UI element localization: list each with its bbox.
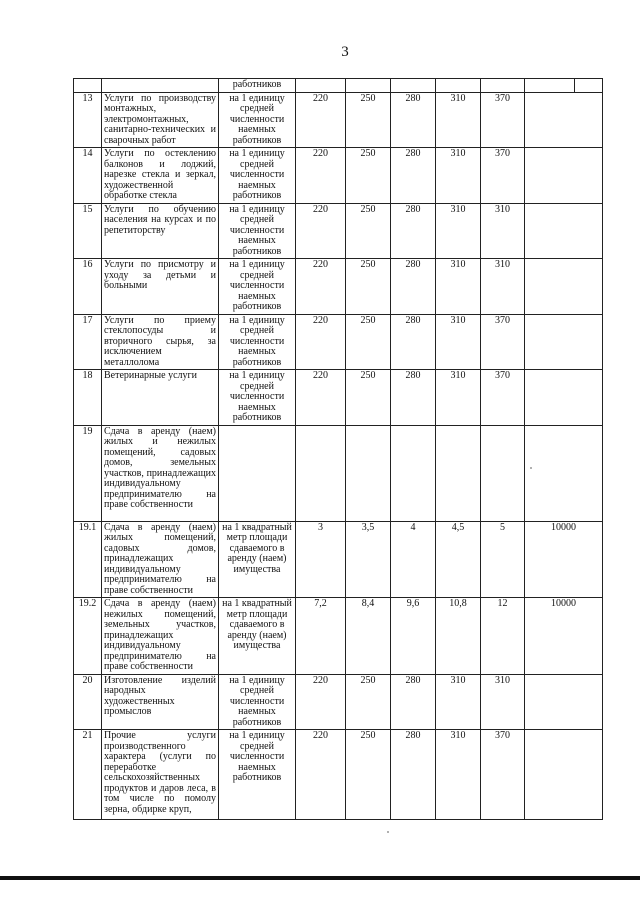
value-cell: [436, 425, 481, 521]
value-cell: 7,2: [296, 598, 346, 675]
value-cell: 280: [391, 259, 436, 315]
value-cell: 12: [481, 598, 525, 675]
value-cell: 3,5: [346, 521, 391, 598]
row-number-cell: [74, 79, 102, 93]
value-cell: 310: [436, 370, 481, 426]
value-cell: 220: [296, 314, 346, 370]
value-cell: [346, 79, 391, 93]
value-cell: [391, 425, 436, 521]
value-cell: 370: [481, 92, 525, 148]
row-number-cell: 21: [74, 730, 102, 820]
row-number-cell: 19.2: [74, 598, 102, 675]
value-cell: 310: [436, 314, 481, 370]
table-row: [74, 203, 603, 259]
value-cell: 250: [346, 92, 391, 148]
value-cell: 370: [481, 314, 525, 370]
value-cell: [296, 425, 346, 521]
unit-cell: на 1 единицу средней численности наемных работников: [219, 203, 296, 259]
table-row: [74, 314, 603, 370]
value-cell: 4,5: [436, 521, 481, 598]
table-row: [74, 425, 603, 521]
unit-cell: на 1 единицу средней численности наемных работников: [219, 259, 296, 315]
value-cell: [525, 370, 603, 426]
value-cell: 250: [346, 314, 391, 370]
value-cell: [575, 79, 603, 93]
value-cell: 10000: [525, 598, 603, 675]
value-cell: 4: [391, 521, 436, 598]
value-cell: 5: [481, 521, 525, 598]
value-cell: 310: [436, 203, 481, 259]
value-cell: 280: [391, 314, 436, 370]
value-cell: [525, 92, 603, 148]
row-number-cell: 19: [74, 425, 102, 521]
value-cell: 220: [296, 259, 346, 315]
value-cell: 220: [296, 730, 346, 820]
value-cell: 310: [481, 674, 525, 730]
table-row: [74, 730, 603, 820]
description-cell: Сдача в аренду (наем) жилых помещений, садовых домов, принадлежащих индивидуальному предпринимателю на праве собственности: [102, 521, 219, 598]
value-cell: [296, 79, 346, 93]
value-cell: 250: [346, 259, 391, 315]
value-cell: [436, 79, 481, 93]
row-number-cell: 14: [74, 148, 102, 204]
description-cell: Услуги по производству монтажных, электромонтажных, санитарно-технических и сварочных работ: [102, 92, 219, 148]
row-number-cell: 20: [74, 674, 102, 730]
table-row: [74, 598, 603, 675]
row-number-cell: 18: [74, 370, 102, 426]
unit-cell: на 1 единицу средней численности наемных работников: [219, 730, 296, 820]
description-cell: Изготовление изделий народных художественных промыслов: [102, 674, 219, 730]
table-row: [74, 370, 603, 426]
value-cell: 10000: [525, 521, 603, 598]
unit-cell: на 1 единицу средней численности наемных работников: [219, 314, 296, 370]
row-number-cell: 16: [74, 259, 102, 315]
value-cell: 280: [391, 730, 436, 820]
value-cell: 310: [481, 259, 525, 315]
value-cell: [525, 674, 603, 730]
table-row: [74, 674, 603, 730]
scan-edge-rule: [0, 876, 640, 880]
value-cell: [481, 79, 525, 93]
value-cell: 310: [436, 92, 481, 148]
value-cell: 9,6: [391, 598, 436, 675]
description-cell: Услуги по присмотру и уходу за детьми и больными: [102, 259, 219, 315]
table-row: [74, 259, 603, 315]
value-cell: [481, 425, 525, 521]
row-number-cell: 13: [74, 92, 102, 148]
scan-speck: [387, 831, 389, 833]
value-cell: [525, 79, 575, 93]
value-cell: 310: [436, 148, 481, 204]
value-cell: [391, 79, 436, 93]
table-row: [74, 79, 603, 93]
description-cell: Услуги по остеклению балконов и лоджий, нарезке стекла и зеркал, художественной обработке стекла: [102, 148, 219, 204]
value-cell: [525, 314, 603, 370]
description-cell: Прочие услуги производственного характера (услуги по переработке сельскохозяйственных продуктов и даров леса, в том числе по помолу зерна, обдирке круп,: [102, 730, 219, 820]
value-cell: 280: [391, 148, 436, 204]
value-cell: [525, 259, 603, 315]
value-cell: [525, 203, 603, 259]
value-cell: 250: [346, 203, 391, 259]
scan-speck: [530, 467, 532, 469]
value-cell: 310: [436, 259, 481, 315]
table-row: [74, 148, 603, 204]
tariff-table: [73, 78, 603, 820]
unit-cell: работников: [219, 79, 296, 93]
value-cell: 280: [391, 370, 436, 426]
unit-cell: на 1 единицу средней численности наемных работников: [219, 92, 296, 148]
value-cell: 310: [436, 730, 481, 820]
value-cell: 3: [296, 521, 346, 598]
value-cell: [525, 730, 603, 820]
unit-cell: на 1 квадратный метр площади сдаваемого в аренду (наем) имущества: [219, 598, 296, 675]
description-cell: Сдача в аренду (наем) нежилых помещений, земельных участков, принадлежащих индивидуальному предпринимателю на праве собственности: [102, 598, 219, 675]
value-cell: 250: [346, 674, 391, 730]
row-number-cell: 17: [74, 314, 102, 370]
page-number: 3: [341, 44, 349, 60]
description-cell: Услуги по приему стеклопосуды и вторичного сырья, за исключением металлолома: [102, 314, 219, 370]
description-cell: Услуги по обучению населения на курсах и по репетиторству: [102, 203, 219, 259]
value-cell: 250: [346, 370, 391, 426]
description-cell: [102, 79, 219, 93]
value-cell: 220: [296, 370, 346, 426]
value-cell: 370: [481, 148, 525, 204]
value-cell: 370: [481, 730, 525, 820]
value-cell: 220: [296, 148, 346, 204]
value-cell: 220: [296, 92, 346, 148]
value-cell: 8,4: [346, 598, 391, 675]
value-cell: 310: [436, 674, 481, 730]
row-number-cell: 15: [74, 203, 102, 259]
unit-cell: на 1 единицу средней численности наемных работников: [219, 370, 296, 426]
value-cell: 280: [391, 674, 436, 730]
table-row: [74, 521, 603, 598]
value-cell: [346, 425, 391, 521]
table-row: [74, 92, 603, 148]
unit-cell: на 1 единицу средней численности наемных работников: [219, 148, 296, 204]
value-cell: 220: [296, 203, 346, 259]
value-cell: 220: [296, 674, 346, 730]
value-cell: 280: [391, 203, 436, 259]
value-cell: 10,8: [436, 598, 481, 675]
value-cell: [525, 148, 603, 204]
unit-cell: на 1 единицу средней численности наемных работников: [219, 674, 296, 730]
value-cell: 370: [481, 370, 525, 426]
description-cell: Сдача в аренду (наем) жилых и нежилых помещений, садовых домов, земельных участков, принадлежащих индивидуальному предпринимателю на праве собственности: [102, 425, 219, 521]
value-cell: 310: [481, 203, 525, 259]
unit-cell: [219, 425, 296, 521]
value-cell: 250: [346, 730, 391, 820]
unit-cell: на 1 квадратный метр площади сдаваемого в аренду (наем) имущества: [219, 521, 296, 598]
row-number-cell: 19.1: [74, 521, 102, 598]
value-cell: 280: [391, 92, 436, 148]
value-cell: [525, 425, 603, 521]
description-cell: Ветеринарные услуги: [102, 370, 219, 426]
value-cell: 250: [346, 148, 391, 204]
